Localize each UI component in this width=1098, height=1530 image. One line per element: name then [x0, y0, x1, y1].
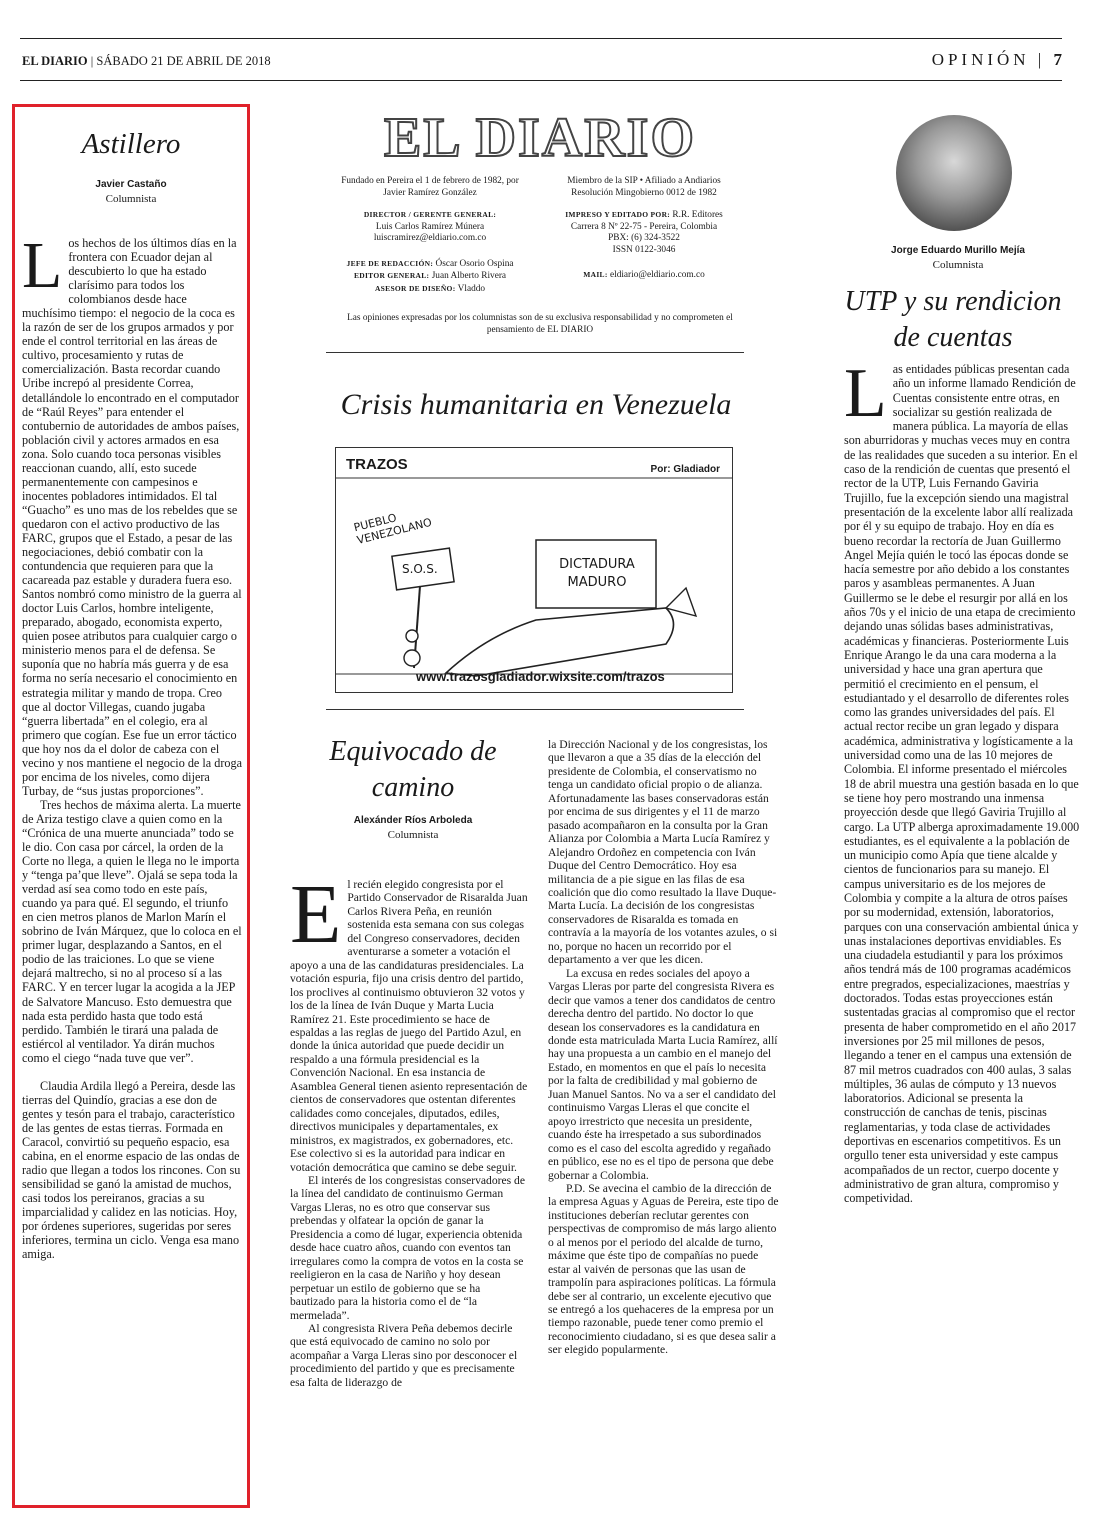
equivocado-role: Columnista	[387, 829, 439, 841]
masthead-member: Miembro de la SIP • Afiliado a Andiarios Resolución Mingobierno 0012 de 1982	[567, 176, 721, 198]
issue-date: SÁBADO 21 DE ABRIL DE 2018	[96, 54, 271, 68]
astillero-paragraph: os hechos de los últimos días en la frontera con Ecuador dejan al descubierto lo que ha estado clarísimo para todos los colombianos desde hace muchísimo tiempo: el negocio de la coca es la razón de ser de los grupos armados y por ende el control territorial en las áreas de cultivo, procesamiento y rutas de comercialización. Basta recordar cuando Uribe increpó al presidente Correa, detallándole lo encontrado en el computador de “Raúl Reyes” para entender el contubernio de autoridades de ambos países, población civil y actores armados en esa zona. Solo cuando toca personas visibles reaccionan cuando, allí, esto sucede permanentemente con campesinos e inocentes pobladores intimidados. El tal “Guacho” es uno mas de los rebeldes que se quedaron con el activo productivo de las FARC, grupos que el Estado, a pesar de las negociaciones, debió combatir con la contundencia que requieren para que la cacareada paz estable y duradera fuera eso. Santos nombró como ministro de la guerra al doctor Luis Carlos, hombre inteligente, preparado, abogado, economista experto, quien posee atributos para cualquier cargo o ministerio menos para el de defensa. Se suponía que no habría más guerra y de esa forma no sería necesario el conocimiento en estrategia militar y mando de tropa. Creo que al doctor Villegas, cuando jugaba “guerra libertada” en el colegio, era al primero que cogían. Ese fue un error táctico que hoy nos da el dolor de cabeza con el vecino y nos mantiene el negocio de la droga por encima de los niveles, como dijera Turbay, de “sus justas proporciones”.	[22, 236, 242, 798]
header-rule	[20, 80, 1062, 81]
cartoon-author: Por: Gladiador	[650, 464, 720, 475]
equivocado-paragraph: la Dirección Nacional y de los congresistas, los que llevaron a que a 35 días de la elección del presidente de Colombia, el conservatismo no tenga un candidato oficial propio o de alianza. Afortunadamente las bases conservadoras están por encima de sus dirigentes y el 11 de marzo pasado acompañaron en la consulta por la Gran Alianza por Colombia a Marta Lucía Ramírez y Alejandro Ordoñez en competencia con Iván Duque del Centro Democrático. Hoy esa militancia de a pie sigue en las filas de esa coalición que dio como resultado la llave Duque-Marta Lucía. La decisión de los congresistas conservadores de Risaralda es tomada en contravía a la mayoría de los votantes azules, o si no, porque no hacen un recorrido por el departamento a ver que les dicen.	[548, 738, 778, 967]
equivocado-byline	[298, 814, 528, 842]
utp-byline	[840, 244, 1076, 272]
top-rule	[20, 38, 1062, 39]
page-number: 7	[1053, 50, 1062, 69]
director-name: Luis Carlos Ramírez Múnera	[375, 221, 485, 232]
editor-label: EDITOR GENERAL:	[353, 271, 430, 280]
masthead-pbx: PBX: (6) 324-3522	[608, 233, 680, 243]
equivocado-col1	[290, 878, 528, 1504]
equivocado-author: Alexánder Ríos Arboleda	[353, 815, 473, 826]
masthead-disclaimer: Las opiniones expresadas por los columnistas son de su exclusiva responsabilidad y no comprometen el pensamiento de EL DIARIO	[347, 313, 733, 335]
masthead-logo: EL DIARIO	[383, 107, 697, 169]
astillero-author: Javier Castaño	[95, 179, 167, 190]
utp-author: Jorge Eduardo Murillo Mejía	[891, 245, 1025, 256]
impreso-label: IMPRESO Y EDITADO POR:	[565, 210, 671, 219]
astillero-role: Columnista	[105, 193, 157, 205]
cartoon-rule	[326, 709, 744, 710]
astillero-title: Astillero	[81, 128, 181, 160]
equivocado-paragraph: La excusa en redes sociales del apoyo a Vargas Lleras por parte del congresista Rivera es decir que vamos a tener dos candidatos de centro derecha dentro del partido. No doctor lo que desean los conservadores es la candidatura en donde esta matriculada Marta Lucia Ramírez, allí hay una propuesta a un cambio en el manejo del Estado, en momentos en que el país lo necesita por la falta de credibilidad y mal gobierno de Juan Manuel Santos. No va a ser el candidato del continuismo Vargas Lleras el que concite el apoyo irrestricto que necesita un presidente, cuando éste ha irrespetado a sus subordinados como es el caso del escolta agredido y regañado en público, ese no es el tipo de persona que debe gobernar a Colombia.	[548, 966, 778, 1182]
utp-body	[844, 362, 1080, 1508]
cartoon-sign: S.O.S.	[402, 562, 438, 576]
masthead-founded: Fundado en Pereira el 1 de febrero de 1982, por Javier Ramírez González	[341, 176, 519, 198]
section-name: OPINIÓN	[931, 50, 1030, 69]
equivocado-title: Equivocado de camino	[329, 736, 497, 803]
header-left: EL DIARIO | SÁBADO 21 DE ABRIL DE 2018	[22, 54, 271, 68]
astillero-dropcap: L	[22, 236, 63, 302]
masthead-mail: eldiario@eldiario.com.co	[609, 270, 705, 280]
mail-label: MAIL:	[583, 270, 608, 279]
masthead-address: Carrera 8 Nº 22-75 - Pereira, Colombia	[570, 221, 718, 232]
editor-name: Juan Alberto Rivera	[431, 271, 507, 281]
columnist-photo	[896, 115, 1012, 231]
header-right: OPINIÓN | 7	[931, 50, 1062, 69]
astillero-body	[22, 236, 242, 1496]
jefe-name: Óscar Osorio Ospina	[435, 258, 514, 269]
astillero-paragraph: Claudia Ardila llegó a Pereira, desde las tierras del Quindío, gracias a ese don de gentes y tesón para el trabajo, característico de las gentes de estas tierras. Formada en Caracol, convirtió su pequeño espacio, esa cabina, en el enorme espacio de las ondas de radio que llegan a todos los rincones. Con su sensibilidad se ganó la amistad de muchos, casi todos los pereiranos, gracias a su imparcialidad y calidez en las noticias. Hoy, por órdenes superiores, sugeridas por seres inferiores, termina un ciclo. Venga esa mano amiga.	[22, 1078, 241, 1262]
utp-title: UTP y su rendicion de cuentas	[844, 286, 1062, 353]
cartoon-drawing	[336, 448, 733, 693]
cartoon-text-pueblo: PUEBLO VENEZOLANO	[352, 511, 434, 547]
equivocado-paragraph: P.D. Se avecina el cambio de la dirección de la empresa Aguas y Aguas de Pereira, este tipo de instituciones deberían reclutar gerentes con perspectivas de compromiso de más largo aliento o al menos por el periodo del alcalde de turno, máxime que éste tipo de compañías no puede estar al vaivén de personas que las usan de trampolín para aspiraciones políticas. La fórmula debe ser al contrario, un excelente ejecutivo que se entregó a los quehaceres de la empresa por un tiempo razonable, puede tener como premio el reconocimiento ciudadano, si es que desea salir a ser elegido popularmente.	[548, 1181, 779, 1357]
equivocado-dropcap: E	[290, 878, 342, 961]
asesor-label: ASESOR DE DISEÑO:	[374, 283, 456, 293]
crisis-title: Crisis humanitaria en Venezuela	[340, 388, 732, 421]
cartoon-header: TRAZOS	[346, 456, 408, 473]
equivocado-paragraph: Al congresista Rivera Peña debemos decirle que está equivocado de camino no solo por acompañar a Varga Lleras sino por desconocer el procedimiento del partido y que es precisamente esa falta de liderazgo de	[290, 1321, 518, 1389]
masthead-rule	[326, 352, 744, 353]
utp-dropcap: L	[844, 362, 887, 432]
director-label: DIRECTOR / GERENTE GENERAL:	[363, 210, 497, 219]
astillero-paragraph: Tres hechos de máxima alerta. La muerte de Ariza testigo clave a quien como en la “Crónica de una muerte anunciada” todo se le dio. Con casa por cárcel, la orden de la Corte no llega, a quien le llega no le importa y “tenga pa’que lleve”. Ojalá se sepa toda la verdad así sea como todo en este país, cuando ya para qué. El segundo, el triunfo en cien metros planos de Marlon Marín el sobrino de Iván Márquez, que lo coloca en el primer lugar, desplazando a Santos, en el podio de las traiciones. Lo que se viene dejará maltrecho, si no al proceso sí a las FARC. Y en tercer lugar la acogida a la JEP de Salvatore Mancuso. Esto demuestra que nada esta perdido hasta que todo está perdido. También le tirará una palada de estiércol al ventilador. Ya dirán muchos como el ciego “nada tuve que ver”.	[22, 797, 242, 1065]
jefe-label: JEFE DE REDACCIÓN:	[346, 258, 434, 268]
masthead-issn: ISSN 0122-3046	[612, 244, 676, 255]
astillero-byline	[24, 178, 238, 206]
utp-role: Columnista	[932, 259, 984, 271]
asesor-name: Vladdo	[457, 283, 486, 294]
editorial-cartoon	[335, 447, 733, 693]
cartoon-url: www.trazosgladiador.wixsite.com/trazos	[416, 669, 665, 684]
equivocado-col2	[548, 738, 780, 1504]
equivocado-paragraph: l recién elegido congresista por el Partido Conservador de Risaralda Juan Carlos Rivera Peña, en reunión sostenida esta semana con sus colegas del Congreso conservadores, deciden aventurarse a someter a votación el apoyo a una de las candidaturas presidenciales. La votación espuria, fijo una crisis dentro del partido, los proclives al continuismo obtuvieron 32 votos y los de la línea de Iván Duque y Marta Lucia Ramírez 21. Este procedimiento se hace de espaldas a las reglas de juego del Partido Azul, en donde la única autoridad que puede decidir un respaldo a una fórmula presidencial es la Convención Nacional. En esa instancia de Asamblea General tienen asiento representación de cientos de conservadores que ostentan diferentes calidades como concejales, diputados, ediles, directivos municipales y departamentales, ex ministros, ex magistrados, ex gobernadores, etc. Ese colectivo si es la autoridad para indicar en votación democrática que camino se debe seguir.	[290, 878, 528, 1174]
impreso-name: R.R. Editores	[672, 210, 723, 220]
page-header	[22, 50, 1062, 72]
director-email: luiscramirez@eldiario.com.co	[373, 233, 487, 243]
equivocado-paragraph: El interés de los congresistas conservadores de la línea del candidato de continuismo German Vargas Lleras, no es otro que conservar sus prebendas y olfatear la opción de ganar la Presidencia a como dé lugar, experiencia obtenida desde hace cuatro años, cuando con eventos tan irregulares como la compra de votos en la costa se reeligieron en la casa de Nariño y hoy desean perpetuar un estilo de gobierno que se ha bautizado para la historia como el de “la mermelada”.	[290, 1173, 525, 1322]
masthead-right	[548, 176, 740, 282]
paper-name: EL DIARIO	[22, 54, 88, 68]
masthead-left	[330, 176, 530, 295]
utp-paragraph: as entidades públicas presentan cada año un informe llamado Rendición de Cuentas consistente entre otras, en socializar su gestión realizada de manera pública. La mayoría de ellas son aburridoras y muchas veces muy en contra de las realidades que suceden a su interior. En el caso de la rendición de cuentas que presentó el rector de la UTP, Luis Fernando Gaviria Trujillo, fue la excepción siendo una magistral presentación de la excelente labor allí realizada por él y su equipo de trabajo. Hoy en día es bueno recordar la rectoría de Juan Guillermo Angel Mejía quién le tocó las épocas donde se hacía semestre por año debido a los constantes paros y asambleas permanentes. A Juan Guillermo se le debe el resurgir por allá en los años 70s y el inicio de una etapa de crecimiento dejando unas sólidas bases administrativas, académicas y financieras. Posteriormente Luis Enrique Arango le da una cara moderna a la universidad y hace una gran apertura que permitió el crecimiento en el pensum, el estudiantado y el desarrollo de diferentes roles como las grandes universidades del país. El actual rector recibe un gran legado y dispara académica, administrativa y logísticamente a la universidad como una de las 10 mejores de Colombia. El informe presentado el miércoles 18 de abril muestra una gestión basada en lo que se tiene hoy pero mostrando una inmensa proyección desde que llegó Gaviria Trujillo al cargo. La UTP alberga aproximadamente 19.000 estudiantes, es el equivalente a la población de un municipio como Apía que tiene alcalde y cientos de funcionarios para su manejo. El campus universitario es de los mejores de Colombia y compite a la altura de otros países por su modernidad, extensión, laboratorios, parques con una conservación ambiental única y unas instalaciones deportivas envidiables. Es una ciudadela estudiantil y para los próximos años tendrá más de 100 programas académicos entre pregrados, especializaciones, maestrías y doctorados. Todas estas proyecciones están sustentadas gracias al compromiso que el rector presenta de haber comprometido en el año 2017 inversiones por 25 mil millones de pesos, llegando a tener en el campus una extensión de 87 mil metros cuadrados con 400 aulas, 3 salas múltiples, 36 aulas de cómputo y 13 nuevos laboratorios. Adicional se presenta la construcción de canchas de tenis, piscinas reglamentarias, y toda clase de actividades deportivas en escenarios competitivos. Es un orgullo tener esta universidad y este campus acompañados de un rector, cuerpo docente y administrativo de gran altura, compromiso y competividad.	[844, 362, 1080, 1206]
cartoon-text-dictadura: DICTADURA MADURO	[559, 557, 635, 590]
